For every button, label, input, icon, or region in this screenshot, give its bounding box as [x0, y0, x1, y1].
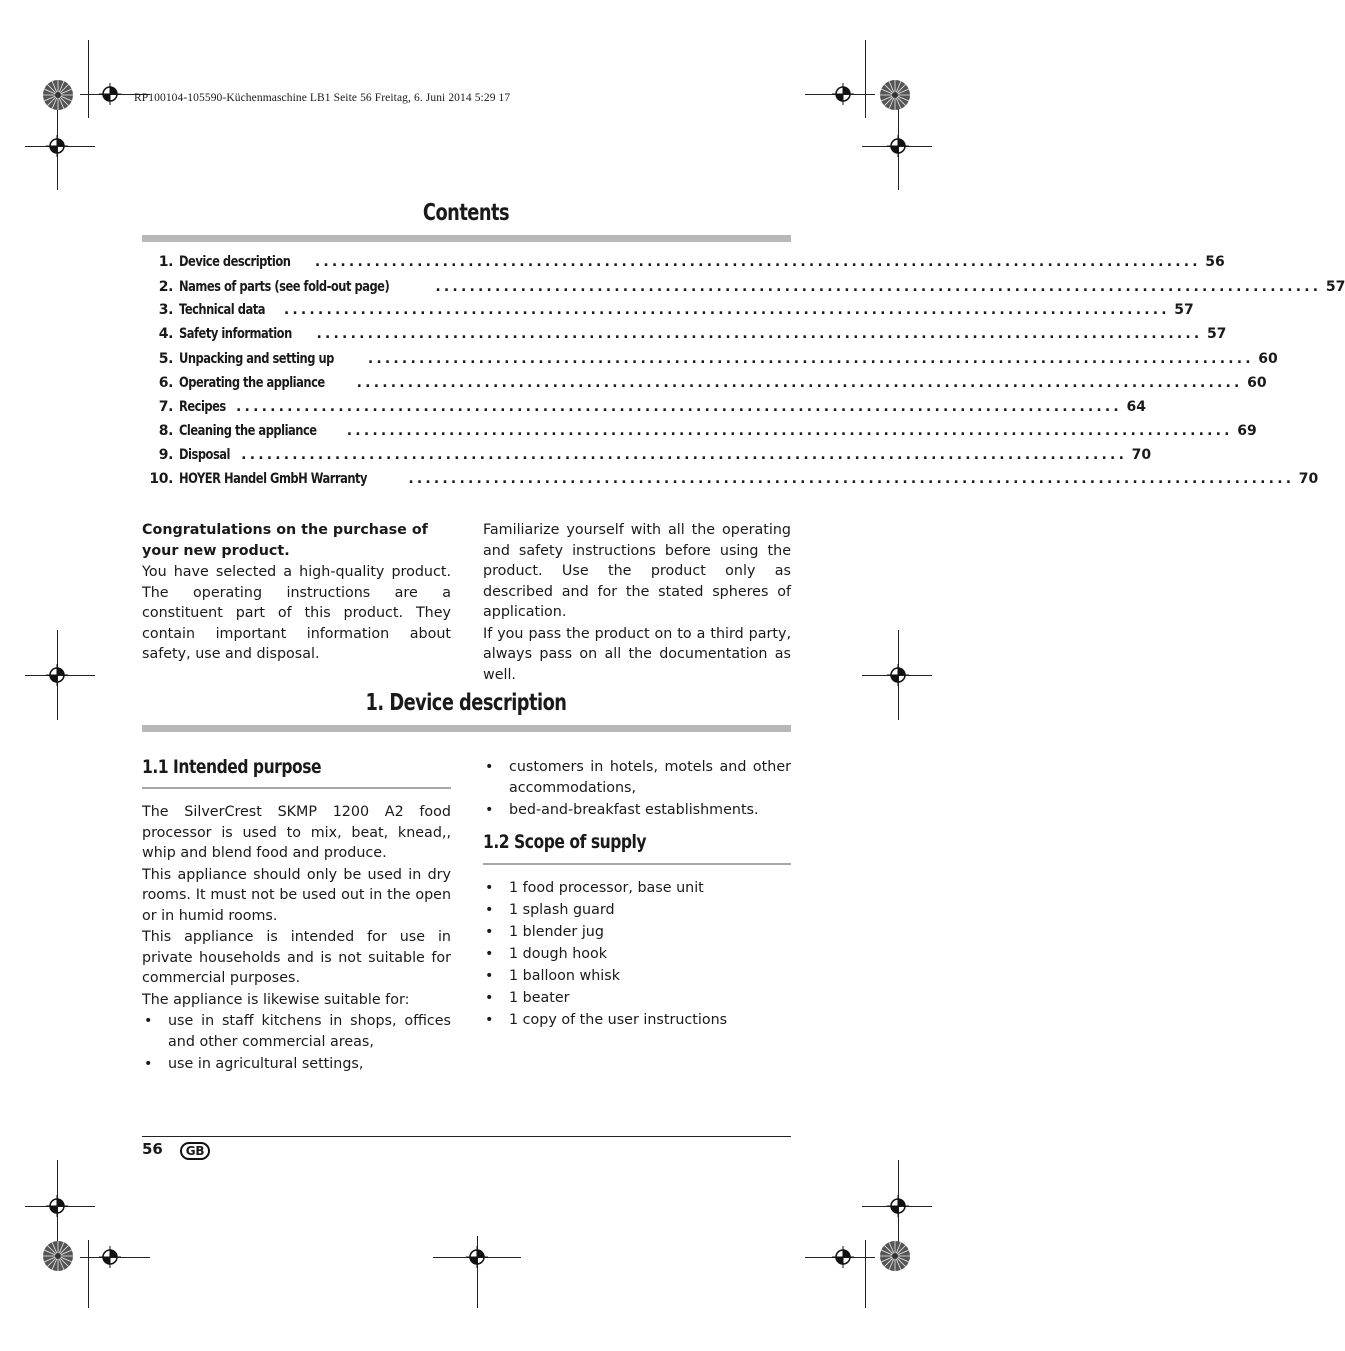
toc-leader: ........................................................................................................: [283, 302, 1170, 318]
intro-paragraph: If you pass the product on to a third party, always pass on all the documentation as well.: [483, 625, 791, 683]
registration-crosshair-icon: [99, 83, 121, 105]
crop-mark: [865, 1240, 866, 1308]
toc-leader: ........................................................................................................: [367, 351, 1254, 367]
list-item: • 1 blender jug: [483, 922, 791, 943]
list-item: • 1 dough hook: [483, 944, 791, 965]
registration-rosette-icon: [879, 1240, 911, 1272]
toc-entry-title: Names of parts (see fold-out page): [179, 279, 390, 295]
toc-entry-page: 56: [1205, 254, 1225, 270]
contents-title: Contents: [422, 200, 510, 226]
toc-entry-page: 64: [1126, 399, 1146, 415]
toc-entry-page: 57: [1325, 279, 1345, 295]
registration-rosette-icon: [879, 79, 911, 111]
toc-leader: ........................................................................................................: [408, 471, 1295, 487]
bullet-list: [483, 878, 791, 1031]
toc-leader: ........................................................................................................: [236, 399, 1122, 415]
contents-rule: [142, 235, 791, 242]
toc-entry-page: 60: [1258, 351, 1278, 367]
section-title: 1. Device description: [365, 690, 567, 716]
toc-leader: ........................................................................................................: [241, 447, 1128, 463]
toc-entry-title: Unpacking and setting up: [179, 351, 334, 367]
intro-paragraph: You have selected a high-quality product. The operating instructions are a constituent part of this product. They contain important information about safety, use and disposal.: [142, 564, 451, 662]
crop-mark: [88, 40, 89, 118]
page-number: 56: [142, 1140, 163, 1158]
registration-crosshair-icon: [887, 664, 909, 686]
toc-entry[interactable]: 2. Names of parts (see fold-out page) ........................................................................................................ 57: [158, 279, 1345, 295]
toc-entry[interactable]: 5. Unpacking and setting up ........................................................................................................ 60: [158, 351, 1278, 367]
section-rule: [142, 725, 791, 732]
registration-crosshair-icon: [99, 1246, 121, 1268]
toc-entry-page: 57: [1206, 326, 1227, 342]
subsection-heading: 1.1 Intended purpose: [142, 756, 322, 778]
toc-entry-title: Technical data: [179, 302, 265, 318]
intro-right-column: [483, 520, 791, 686]
toc-entry-title: Operating the appliance: [179, 375, 325, 391]
registration-crosshair-icon: [46, 1195, 68, 1217]
registration-crosshair-icon: [887, 1195, 909, 1217]
toc-entry[interactable]: 7. Recipes ........................................................................................................ 64: [158, 399, 1146, 415]
toc-entry[interactable]: 10. HOYER Handel GmbH Warranty ........................................................................................................ 70: [149, 471, 1319, 487]
toc-entry-title: Safety information: [179, 326, 292, 342]
intended-purpose-continued: [483, 757, 791, 822]
toc-entry-page: 69: [1237, 423, 1257, 439]
list-item: • customers in hotels, motels and other accommodations,: [483, 757, 791, 798]
toc-entry-page: 57: [1174, 302, 1194, 318]
list-item: • 1 splash guard: [483, 900, 791, 921]
crop-mark: [865, 40, 866, 118]
list-item: • 1 balloon whisk: [483, 966, 791, 987]
toc-entry-title: Disposal: [179, 447, 230, 463]
toc-entry-page: 70: [1131, 447, 1152, 463]
list-item: • use in staff kitchens in shops, offices and other commercial areas,: [142, 1011, 451, 1052]
toc-entry[interactable]: 1. Device description ........................................................................................................ 56: [158, 254, 1225, 270]
toc-entry-title: Recipes: [179, 399, 226, 415]
registration-rosette-icon: [42, 79, 74, 111]
registration-crosshair-icon: [832, 83, 854, 105]
list-item: • 1 beater: [483, 988, 791, 1009]
list-item: • use in agricultural settings,: [142, 1054, 451, 1075]
toc-entry-title: Cleaning the appliance: [179, 423, 317, 439]
paragraph: This appliance should only be used in dry rooms. It must not be used out in the open or in humid rooms.: [142, 866, 451, 924]
intro-heading: Congratulations on the purchase of your new product.: [142, 522, 428, 559]
toc-entry-page: 60: [1247, 375, 1267, 391]
subsection-rule: [483, 863, 791, 865]
toc-entry[interactable]: 4. Safety information ........................................................................................................ 57: [158, 326, 1227, 342]
intro-left-column: [142, 520, 451, 666]
intended-purpose-text: [142, 802, 451, 1076]
registration-crosshair-icon: [46, 664, 68, 686]
toc-leader: ........................................................................................................: [346, 423, 1233, 439]
toc-leader: ........................................................................................................: [316, 326, 1203, 342]
toc-entry-title: Device description: [179, 254, 291, 270]
list-item: • 1 copy of the user instructions: [483, 1010, 791, 1031]
subsection-heading: 1.2 Scope of supply: [483, 831, 647, 853]
bullet-list: [483, 757, 791, 820]
registration-crosshair-icon: [832, 1246, 854, 1268]
registration-crosshair-icon: [887, 135, 909, 157]
scope-of-supply-list: [483, 878, 791, 1032]
toc-entry[interactable]: 9. Disposal ........................................................................................................ 70: [158, 447, 1152, 463]
paragraph: The SilverCrest SKMP 1200 A2 food processor is used to mix, beat, knead,, whip and blend food and produce.: [142, 804, 451, 861]
toc-entry[interactable]: 3. Technical data ........................................................................................................ 57: [158, 302, 1194, 318]
bullet-list: [142, 1011, 451, 1074]
crop-mark: [88, 1240, 89, 1308]
toc-leader: ........................................................................................................: [314, 254, 1201, 270]
toc-entry[interactable]: 6. Operating the appliance ........................................................................................................ 60: [158, 375, 1267, 391]
list-item: • bed-and-breakfast establishments.: [483, 800, 791, 821]
country-badge: GB: [180, 1142, 210, 1160]
toc-leader: ........................................................................................................: [356, 375, 1243, 391]
toc-leader: ........................................................................................................: [435, 279, 1322, 295]
registration-rosette-icon: [42, 1240, 74, 1272]
registration-crosshair-icon: [46, 135, 68, 157]
toc-entry-title: HOYER Handel GmbH Warranty: [179, 471, 368, 487]
subsection-rule: [142, 787, 451, 789]
toc-entry[interactable]: 8. Cleaning the appliance ........................................................................................................ 69: [158, 423, 1257, 439]
toc-entry-page: 70: [1298, 471, 1319, 487]
print-header: RP100104-105590-Küchenmaschine LB1 Seite 56 Freitag, 6. Juni 2014 5:29 17: [134, 92, 511, 104]
paragraph: This appliance is intended for use in private households and is not suitable for commercial purposes.: [142, 929, 451, 986]
footer-rule: [142, 1136, 791, 1137]
list-item: • 1 food processor, base unit: [483, 878, 791, 899]
intro-paragraph: Familiarize yourself with all the operating and safety instructions before using the product. Use the product only as described and for the stated spheres of application.: [483, 522, 791, 620]
paragraph: The appliance is likewise suitable for:: [142, 991, 410, 1008]
registration-crosshair-icon: [466, 1246, 488, 1268]
